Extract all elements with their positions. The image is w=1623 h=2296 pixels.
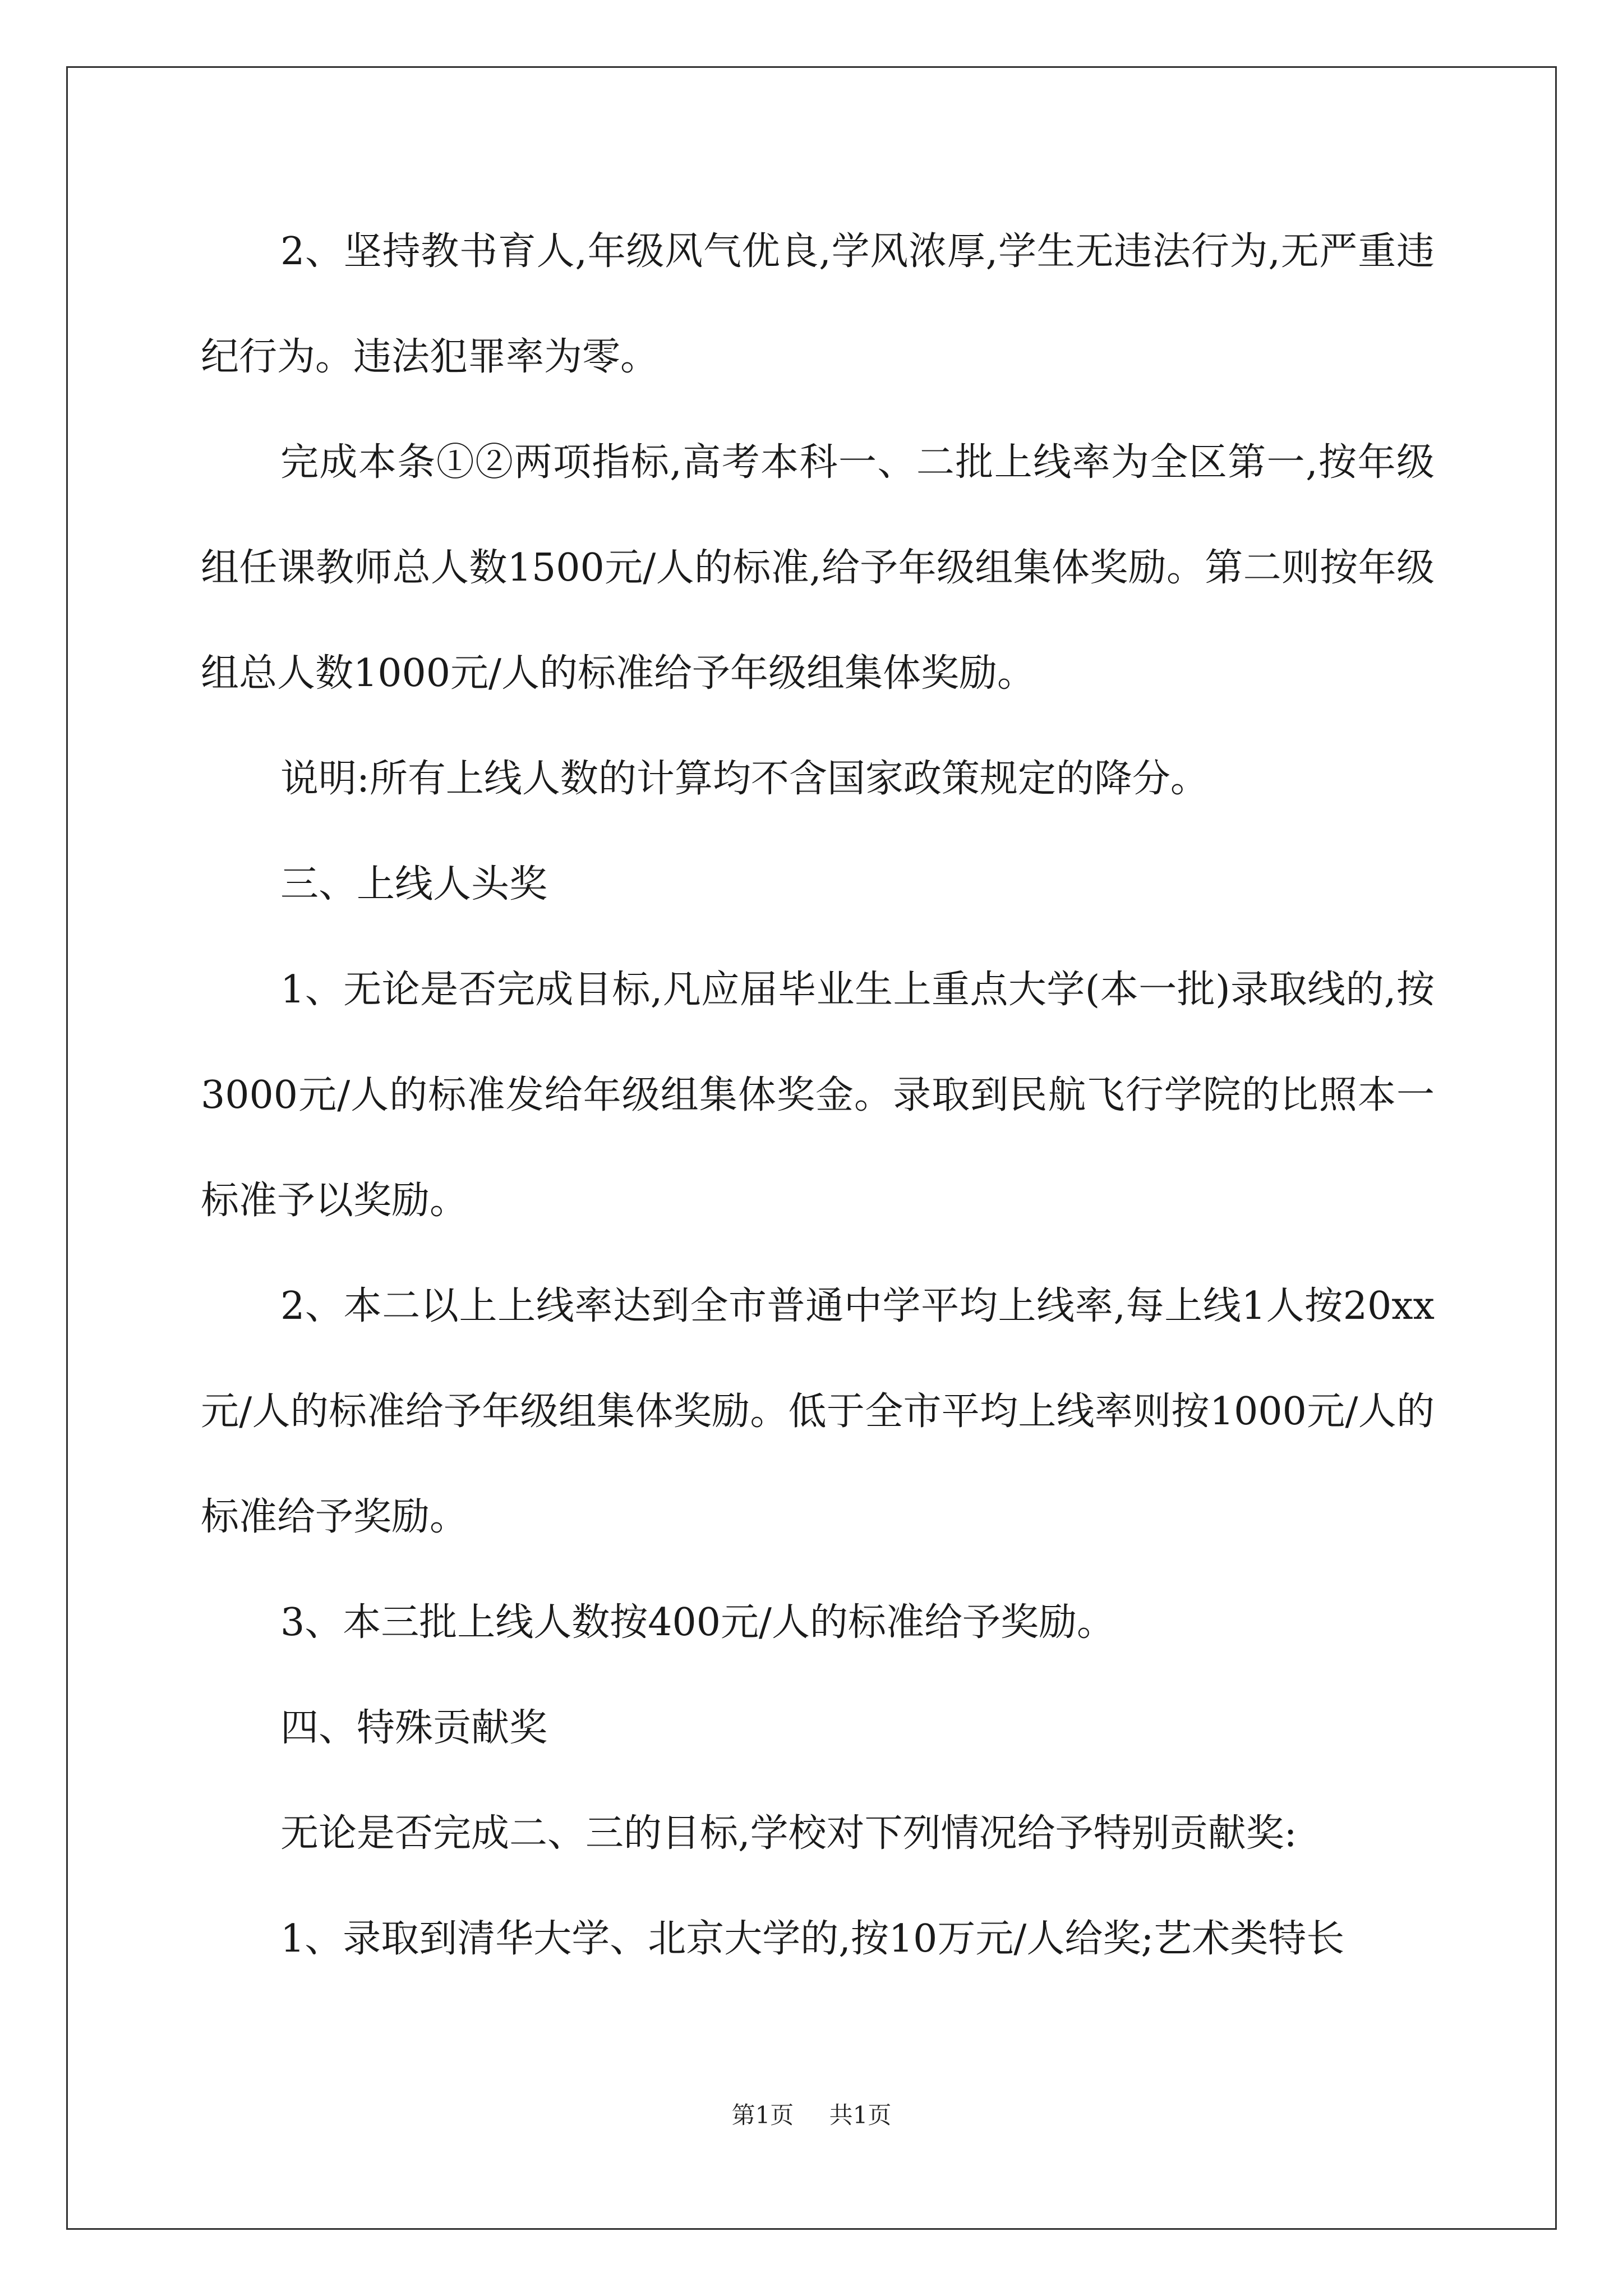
page-footer — [0, 2097, 1623, 2131]
page-number: 第1页 — [731, 2101, 794, 2129]
paragraph: 1、录取到清华大学、北京大学的,按10万元/人给奖;艺术类特长 — [280, 1917, 1345, 1961]
document-body — [201, 199, 1435, 1992]
paragraph: 2、本二以上上线率达到全市普通中学平均上线率,每上线1人按20xx元/人的标准给予年级组集体奖励。低于全市平均上线率则按1000元/人的标准给予奖励。 — [201, 1284, 1435, 1539]
paragraph: 无论是否完成二、三的目标,学校对下列情况给予特别贡献奖: — [280, 1811, 1297, 1856]
paragraph: 完成本条①②两项指标,高考本科一、二批上线率为全区第一,按年级组任课教师总人数1500元/人的标准,给予年级组集体奖励。第二则按年级组总人数1000元/人的标准给予年级组集体奖励。 — [201, 440, 1435, 696]
paragraph: 1、无论是否完成目标,凡应届毕业生上重点大学(本一批)录取线的,按3000元/人的标准发给年级组集体奖金。录取到民航飞行学院的比照本一标准予以奖励。 — [201, 968, 1435, 1223]
paragraph: 3、本三批上线人数按400元/人的标准给予奖励。 — [280, 1600, 1115, 1645]
section-heading: 三、上线人头奖 — [280, 862, 548, 907]
section-heading: 四、特殊贡献奖 — [280, 1706, 548, 1750]
page-total: 共1页 — [829, 2101, 892, 2129]
paragraph: 说明:所有上线人数的计算均不含国家政策规定的降分。 — [280, 757, 1209, 801]
paragraph: 2、坚持教书育人,年级风气优良,学风浓厚,学生无违法行为,无严重违纪行为。违法犯罪率为零。 — [201, 229, 1435, 379]
